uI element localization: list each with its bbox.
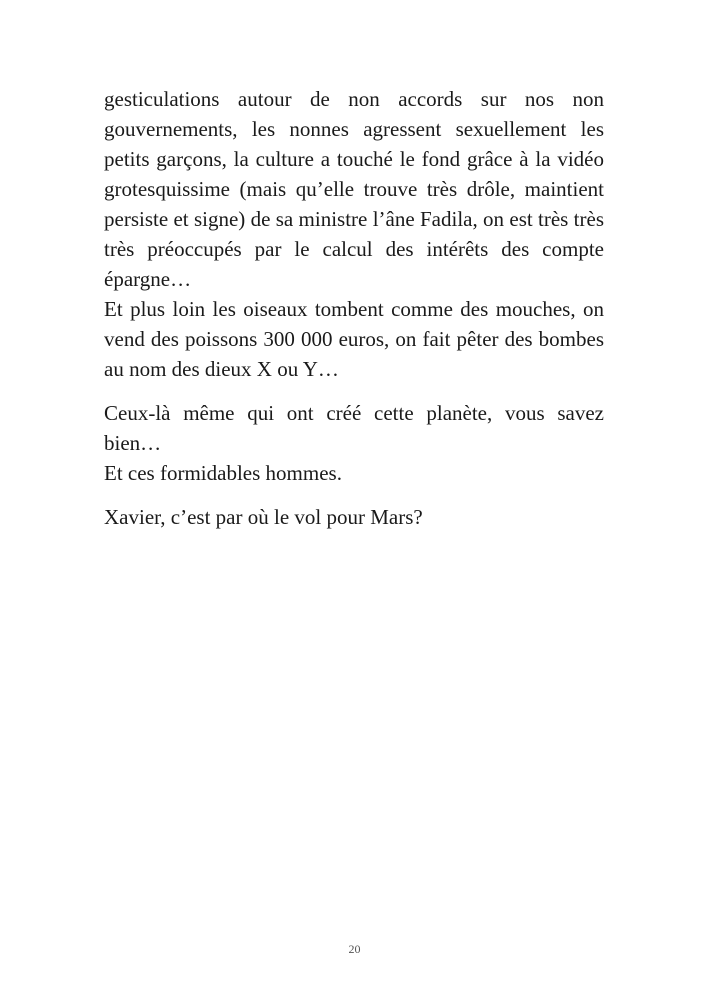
page-number: 20 [348,942,361,956]
body-text [104,84,604,532]
paragraph: gesticulations autour de non accords sur nos non gouvernements, les nonnes agressent sexuellement les petits garçons, la culture a touché le fond grâce à la vidéo grotesquissime (mais qu’elle trouve très drôle, maintient persiste et signe) de sa ministre l’âne Fadila, on est très très très préoccupés par le calcul des intérêts des compte épargne… [104,87,604,291]
paragraph: Et ces formidables hommes. [104,461,342,485]
paragraph: Ceux-là même qui ont créé cette planète, vous savez bien… [104,401,604,455]
paragraph: Et plus loin les oiseaux tombent comme des mouches, on vend des poissons 300 000 euros, on fait pêter des bombes au nom des dieux X ou Y… [104,297,604,381]
paragraph: Xavier, c’est par où le vol pour Mars? [104,505,423,529]
